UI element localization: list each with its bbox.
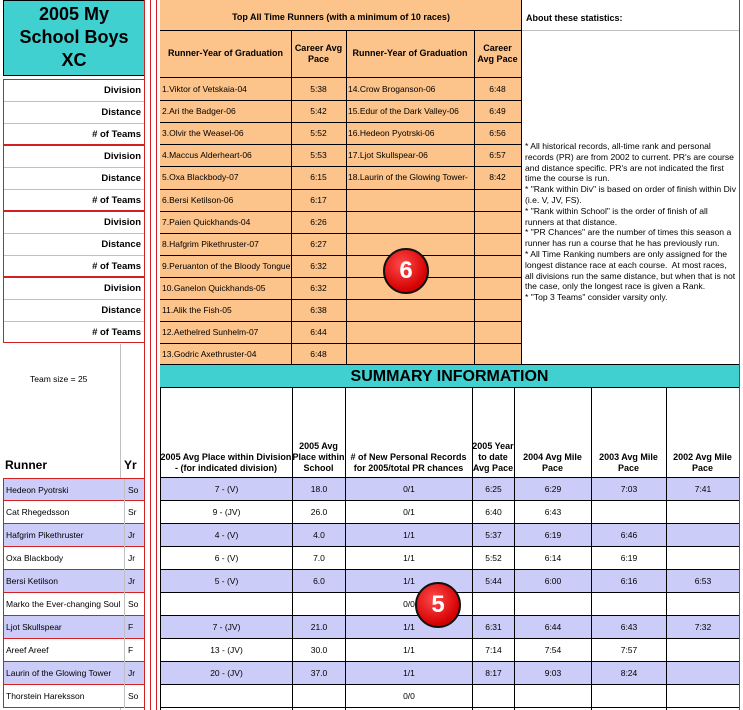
row-label: Division [4,80,144,102]
summary-cell-p04 [514,685,591,708]
summary-cell-p04: 6:43 [514,501,591,524]
summary-cell-p04 [514,593,591,616]
summary-title: SUMMARY INFORMATION [160,364,739,388]
top-runner-pace: 6:48 [310,349,327,359]
row-label: # of Teams [92,195,141,206]
top-runner-name: 4.Maccus Alderheart-06 [162,150,252,160]
summary-cell-pr: 0/1 [345,478,472,501]
summary-cell-p02 [666,685,739,708]
summary-cell-ytd: 5:37 [472,524,514,547]
team-size: Team size = 25 [30,374,88,384]
about-title: About these statistics: [526,13,623,23]
top-runner-name: 8.Hafgrim Pikethruster-07 [162,239,259,249]
header-runner-left: Runner-Year of Graduation [167,48,283,58]
summary-cell-school: 21.0 [292,616,345,639]
summary-cell-ytd: 5:44 [472,570,514,593]
runner-row[interactable] [3,616,145,639]
top-runner-pace: 5:53 [310,150,327,160]
top-runner-pace: 6:44 [310,327,327,337]
runner-yr: Jr [124,524,144,547]
summary-cell-div: 20 - (JV) [160,662,292,685]
label-group [3,211,145,277]
runner-yr: So [124,685,144,708]
summary-cell-div: 7 - (V) [160,478,292,501]
header-2004-pace: 2004 Avg Mile Pace [523,452,582,473]
top-runner-name: 9.Peruanton of the Bloody Tongue [162,261,291,271]
runner-name: Laurin of the Glowing Tower [6,668,112,678]
top-runner-name: 1.Viktor of Vetskaia-04 [162,84,247,94]
top-runner-name: 11.Alik the Fish-05 [162,305,232,315]
top-runner-pace: 6:26 [310,217,327,227]
row-label: # of Teams [92,129,141,140]
top-runner-name: 17.Ljot Skullspear-06 [348,150,428,160]
top-runner-name: 13.Godric Axethruster-04 [162,349,257,359]
top-runner-name: 16.Hedeon Pyotrski-06 [348,128,435,138]
top-runner-pace: 6:38 [310,305,327,315]
title-box [3,0,145,76]
summary-cell-ytd: 6:31 [472,616,514,639]
summary-cell-pr: 0/0 [345,685,472,708]
summary-cell-div: 6 - (V) [160,547,292,570]
summary-cell-school: 37.0 [292,662,345,685]
header-pace-left: Career Avg Pace [294,42,343,64]
row-label: Distance [4,102,144,124]
summary-row [160,662,739,685]
header-new-pr: # of New Personal Records for 2005/total PR chances [350,452,467,473]
runner-row[interactable] [3,524,145,547]
top-runners-table [160,0,522,364]
summary-cell-ytd: 6:25 [472,478,514,501]
row-label: Distance [4,300,144,322]
top-runner-pace: 6:49 [489,106,506,116]
about-text: * All historical records, all-time rank and personal records (PR) are from 2002 to current. PR's are course and distance specific. PR's are not indicated the first time the course is run. * "Rank within Div" is based on order of finish within Div (i.e. V, JV, FS). * "Rank within School" is the order of finish of all runners at that distance. * "PR Chances" are the number of times this season a runner has run a course that he has previously run. * All Time Ranking numbers are only assigned for the longest distance race at each course. At most races, all divisions run the same distance, but when that is not the case, only the longest race is given a Rank. * "Top 3 Teams" consider varsity only. [525,141,737,303]
runner-row[interactable] [3,593,145,616]
top-runner-pace: 6:32 [310,283,327,293]
summary-row [160,685,739,708]
summary-cell-pr: 0/0 [345,593,472,616]
runner-name: Ljot Skullspear [6,622,62,632]
runner-name: Hafgrim Pikethruster [6,530,84,540]
summary-cell-ytd: 7:14 [472,639,514,662]
summary-cell-ytd [472,593,514,616]
summary-cell-div [160,593,292,616]
summary-cell-pr: 1/1 [345,662,472,685]
summary-cell-p03: 6:19 [591,547,666,570]
summary-cell-pr: 1/1 [345,547,472,570]
summary-cell-ytd: 6:40 [472,501,514,524]
summary-cell-pr: 1/1 [345,524,472,547]
row-label: # of Teams [92,327,141,338]
row-label: Distance [4,168,144,190]
label-group [3,277,145,343]
runner-col-header: Runner [5,458,47,472]
summary-cell-div: 9 - (JV) [160,501,292,524]
summary-cell-school: 18.0 [292,478,345,501]
runner-name: Thorstein Hareksson [6,691,85,701]
summary-cell-p04: 6:19 [514,524,591,547]
summary-cell-div [160,685,292,708]
top-runner-name: 5.Oxa Blackbody-07 [162,172,239,182]
top-runner-pace: 6:27 [310,239,327,249]
top-runner-pace: 5:52 [310,128,327,138]
summary-row [160,547,739,570]
summary-cell-p02 [666,501,739,524]
header-avg-place-school: 2005 Avg Place within School [292,441,345,473]
runner-row[interactable] [3,639,145,662]
top-runner-name: 18.Laurin of the Glowing Tower- [348,172,468,182]
summary-cell-p04: 6:14 [514,547,591,570]
row-label: Distance [4,234,144,256]
runner-yr: F [124,616,144,639]
top-runner-name: 14.Crow Broganson-06 [348,84,436,94]
top-runner-name: 3.Olvir the Weasel-06 [162,128,244,138]
runner-name: Oxa Blackbody [6,553,64,563]
top-runner-pace: 6:57 [489,150,506,160]
top-runner-name: 15.Edur of the Dark Valley-06 [348,106,459,116]
top-runner-name: 12.Aethelred Sunhelm-07 [162,327,259,337]
summary-cell-pr: 1/1 [345,570,472,593]
summary-cell-p02: 7:41 [666,478,739,501]
summary-cell-ytd: 5:52 [472,547,514,570]
summary-row [160,524,739,547]
summary-cell-p03: 8:24 [591,662,666,685]
top-runner-pace: 6:32 [310,261,327,271]
summary-cell-pr: 1/1 [345,639,472,662]
header-pace-right: Career Avg Pace [477,42,518,64]
summary-cell-school: 30.0 [292,639,345,662]
top-runner-pace: 5:38 [310,84,327,94]
summary-cell-p04: 9:03 [514,662,591,685]
header-2002-pace: 2002 Avg Mile Pace [673,452,732,473]
runner-yr: Jr [124,547,144,570]
summary-cell-div: 5 - (V) [160,570,292,593]
summary-cell-p03 [591,593,666,616]
summary-cell-div: 4 - (V) [160,524,292,547]
header-ytd-pace: 2005 Year to date Avg Pace [472,441,514,473]
summary-row [160,478,739,501]
yr-col-header: Yr [124,458,137,472]
runner-name: Areef Areef [6,645,49,655]
summary-cell-p02: 6:53 [666,570,739,593]
top-runner-pace: 6:15 [310,172,327,182]
top-runner-pace: 6:17 [310,195,327,205]
summary-row [160,639,739,662]
row-label: # of Teams [92,261,141,272]
summary-cell-p02 [666,547,739,570]
summary-cell-ytd [472,685,514,708]
about-panel [522,0,739,364]
summary-cell-p03 [591,501,666,524]
annotation-marker-6: 6 [383,248,429,294]
summary-cell-p03: 6:43 [591,616,666,639]
row-label: Division [4,278,144,300]
runner-name: Cat Rhegedsson [6,507,70,517]
runner-row[interactable] [3,478,145,501]
summary-cell-p04: 7:54 [514,639,591,662]
annotation-marker-5: 5 [415,582,461,628]
runner-row[interactable] [3,685,145,708]
header-2003-pace: 2003 Avg Mile Pace [599,452,658,473]
title-line-2: School Boys [19,27,129,47]
top-runner-name: 7.Paien Quickhands-04 [162,217,251,227]
summary-cell-p02: 7:32 [666,616,739,639]
header-runner-right: Runner-Year of Graduation [352,48,468,58]
runner-row[interactable] [3,547,145,570]
summary-cell-p02 [666,639,739,662]
label-group [3,79,145,145]
summary-cell-p03: 7:57 [591,639,666,662]
summary-cell-p03 [591,685,666,708]
runner-yr: Sr [124,501,144,524]
row-label: Division [4,146,144,168]
top-runner-name: 2.Ari the Badger-06 [162,106,236,116]
runner-name: Bersi Ketilson [6,576,58,586]
runner-row[interactable] [3,570,145,593]
runner-name: Hedeon Pyotrski [6,485,69,495]
summary-cell-p02 [666,662,739,685]
runner-yr: Jr [124,570,144,593]
summary-cell-p04: 6:00 [514,570,591,593]
summary-cell-school [292,685,345,708]
summary-cell-school: 6.0 [292,570,345,593]
title-line-1: 2005 My [38,4,110,24]
summary-cell-p03: 7:03 [591,478,666,501]
runner-row[interactable] [3,662,145,685]
summary-cell-p04: 6:44 [514,616,591,639]
summary-cell-school: 4.0 [292,524,345,547]
summary-cell-pr: 0/1 [345,501,472,524]
top-runner-pace: 6:48 [489,84,506,94]
summary-cell-pr: 1/1 [345,616,472,639]
summary-cell-p03: 6:16 [591,570,666,593]
summary-cell-school [292,593,345,616]
summary-cell-div: 7 - (JV) [160,616,292,639]
row-label: Division [4,212,144,234]
runner-yr: So [124,593,144,616]
runner-name: Marko the Ever-changing Soul [6,599,121,609]
summary-cell-p02 [666,524,739,547]
top-runner-pace: 5:42 [310,106,327,116]
top-runner-name: 6.Bersi Ketilson-06 [162,195,234,205]
summary-cell-p04: 6:29 [514,478,591,501]
summary-cell-school: 26.0 [292,501,345,524]
top-runner-pace: 6:56 [489,128,506,138]
top-runners-title: Top All Time Runners (with a minimum of 10 races) [232,12,450,22]
summary-cell-div: 13 - (JV) [160,639,292,662]
runner-yr: So [124,479,144,502]
runner-yr: Jr [124,662,144,685]
header-avg-place-div: 2005 Avg Place within Division - (for indicated division) [160,452,292,473]
label-group [3,145,145,211]
runner-row[interactable] [3,501,145,524]
summary-cell-p02 [666,593,739,616]
top-runner-name: 10.Ganelon Quickhands-05 [162,283,266,293]
summary-cell-school: 7.0 [292,547,345,570]
summary-cell-ytd: 8:17 [472,662,514,685]
summary-cell-p03: 6:46 [591,524,666,547]
summary-row [160,501,739,524]
title-line-3: XC [61,50,87,70]
top-runner-pace: 8:42 [489,172,506,182]
runner-yr: F [124,639,144,662]
